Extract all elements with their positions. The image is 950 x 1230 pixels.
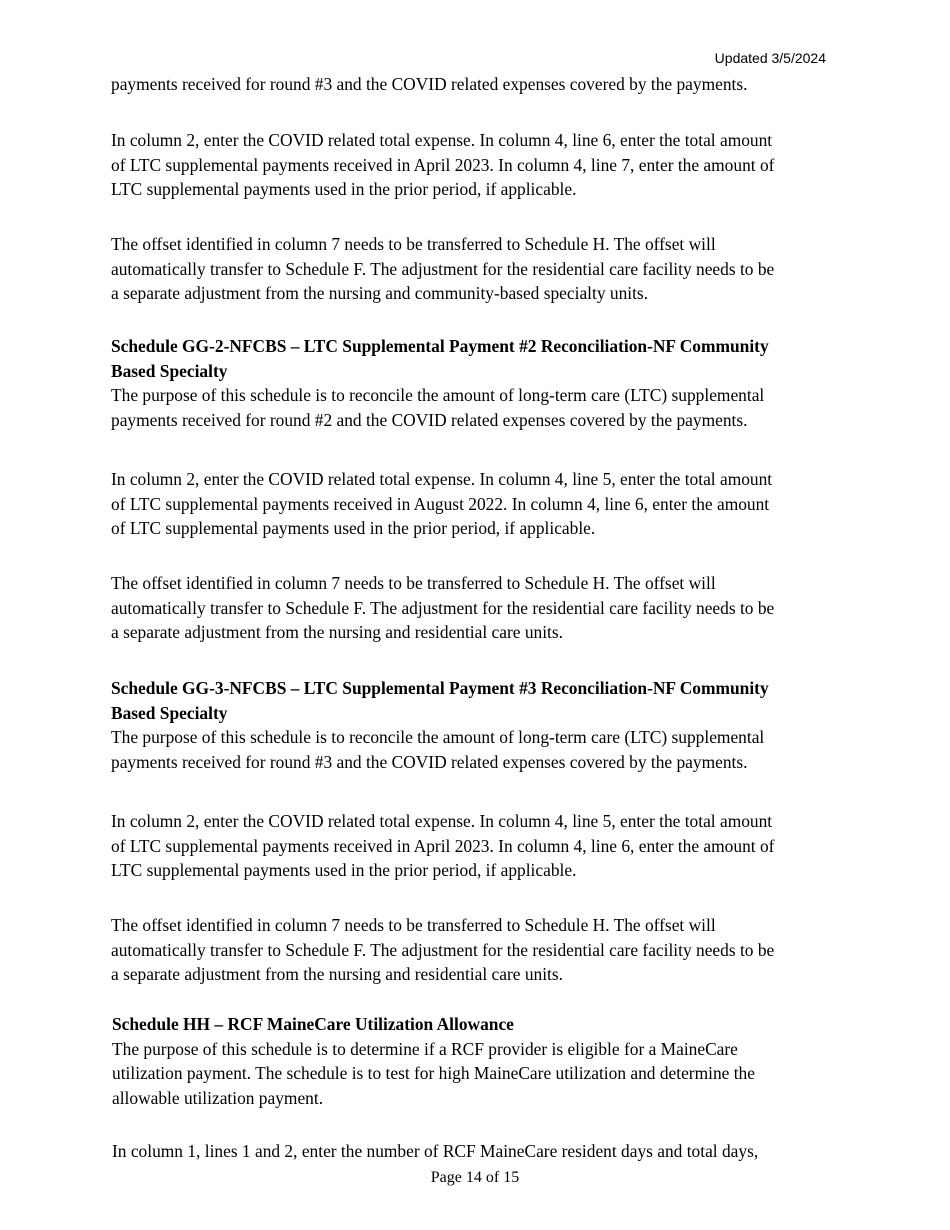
text-line: automatically transfer to Schedule F. The adjustment for the residential care facility needs to be — [111, 258, 775, 279]
text-line: of LTC supplemental payments received in April 2023. In column 4, line 7, enter the amount of — [111, 154, 775, 175]
hh-columns-paragraph — [112, 1139, 842, 1164]
page-number: Page 14 of 15 — [430, 1169, 520, 1186]
text-line: of LTC supplemental payments received in August 2022. In column 4, line 6, enter the amount — [111, 493, 770, 514]
text-line: automatically transfer to Schedule F. The adjustment for the residential care facility needs to be — [111, 939, 775, 960]
text-line: LTC supplemental payments used in the prior period, if applicable. — [111, 860, 577, 880]
text-line: a separate adjustment from the nursing and residential care units. — [111, 622, 564, 642]
text-line: In column 2, enter the COVID related total expense. In column 4, line 6, enter the total amount — [111, 130, 773, 150]
text-line: payments received for round #2 and the COVID related expenses covered by the payments. — [111, 409, 748, 430]
schedule-gg3-section — [111, 676, 841, 774]
text-line: In column 2, enter the COVID related total expense. In column 4, line 5, enter the total amount — [111, 469, 773, 489]
text-line: a separate adjustment from the nursing and residential care units. — [111, 964, 564, 984]
gg3-columns-paragraph — [111, 809, 841, 883]
section-heading: Based Specialty — [111, 360, 228, 381]
gg2-offset-paragraph — [111, 571, 841, 645]
gg3-offset-paragraph — [111, 913, 841, 987]
text-line: In column 1, lines 1 and 2, enter the number of RCF MaineCare resident days and total days, — [112, 1141, 759, 1161]
text-line: LTC supplemental payments used in the prior period, if applicable. — [111, 179, 577, 199]
schedule-hh-section — [112, 1012, 842, 1110]
section-heading: Schedule HH – RCF MaineCare Utilization Allowance — [112, 1014, 514, 1034]
text-line: payments received for round #3 and the COVID related expenses covered by the payments. — [111, 74, 748, 94]
section-heading: Based Specialty — [111, 702, 228, 723]
text-line: utilization payment. The schedule is to test for high MaineCare utilization and determine the — [112, 1063, 755, 1083]
text-line: allowable utilization payment. — [112, 1087, 324, 1108]
continued-paragraph — [111, 72, 841, 97]
text-line: payments received for round #3 and the COVID related expenses covered by the payments. — [111, 751, 748, 772]
prior-offset-paragraph — [111, 232, 841, 306]
gg2-columns-paragraph — [111, 467, 841, 541]
schedule-gg2-section — [111, 334, 841, 432]
text-line: The offset identified in column 7 needs to be transferred to Schedule H. The offset will — [111, 915, 716, 935]
updated-date: Updated 3/5/2024 — [714, 50, 826, 66]
text-line: of LTC supplemental payments used in the prior period, if applicable. — [111, 518, 596, 538]
section-heading: Schedule GG-2-NFCBS – LTC Supplemental Payment #2 Reconciliation-NF Community — [111, 336, 769, 356]
text-line: In column 2, enter the COVID related total expense. In column 4, line 5, enter the total amount — [111, 811, 773, 831]
prior-columns-paragraph — [111, 128, 841, 202]
text-line: The offset identified in column 7 needs to be transferred to Schedule H. The offset will — [111, 234, 716, 254]
text-line: of LTC supplemental payments received in April 2023. In column 4, line 6, enter the amount of — [111, 835, 775, 856]
text-line: The purpose of this schedule is to reconcile the amount of long-term care (LTC) supplemental — [111, 385, 765, 405]
text-line: a separate adjustment from the nursing and community-based specialty units. — [111, 283, 649, 303]
text-line: The purpose of this schedule is to reconcile the amount of long-term care (LTC) supplemental — [111, 727, 765, 747]
text-line: The purpose of this schedule is to determine if a RCF provider is eligible for a MaineCare — [112, 1038, 738, 1059]
text-line: automatically transfer to Schedule F. The adjustment for the residential care facility needs to be — [111, 597, 775, 618]
text-line: The offset identified in column 7 needs to be transferred to Schedule H. The offset will — [111, 573, 716, 593]
section-heading: Schedule GG-3-NFCBS – LTC Supplemental Payment #3 Reconciliation-NF Community — [111, 678, 769, 698]
